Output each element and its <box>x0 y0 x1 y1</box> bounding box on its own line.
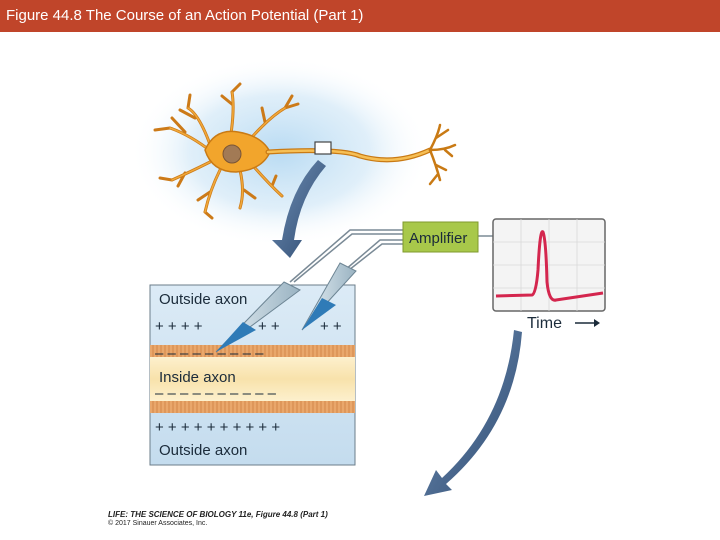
charges-top-right: + + <box>320 318 342 335</box>
outside-axon-bottom-label: Outside axon <box>159 442 248 459</box>
time-arrow-icon <box>575 319 600 327</box>
outside-axon-top-label: Outside axon <box>159 291 248 308</box>
figure-credit <box>108 510 328 527</box>
charges-lower-inner: – – – – – – – – – – <box>155 385 276 402</box>
axon-terminals <box>430 125 455 184</box>
inside-axon-label: Inside axon <box>159 369 236 386</box>
charges-bottom: + + + + + + + + + + <box>155 419 281 436</box>
membrane-lower <box>150 401 355 413</box>
credit-line-1: LIFE: THE SCIENCE OF BIOLOGY 11e, Figure 44.8 (Part 1) <box>108 510 328 519</box>
credit-line-2: © 2017 Sinauer Associates, Inc. <box>108 520 208 527</box>
recording-site-box <box>315 142 331 154</box>
charges-top-middle: + + <box>258 318 280 335</box>
oscilloscope <box>493 219 605 311</box>
time-label: Time <box>527 315 562 332</box>
slide-title: Figure 44.8 The Course of an Action Potential (Part 1) <box>6 7 364 24</box>
charges-top-left: + + + + <box>155 318 203 335</box>
amplifier-label: Amplifier <box>409 230 468 247</box>
nucleus <box>223 145 241 163</box>
zoom-arrow-bottom <box>424 330 522 496</box>
charges-upper-inner: – – – – – – – – – <box>155 345 264 362</box>
